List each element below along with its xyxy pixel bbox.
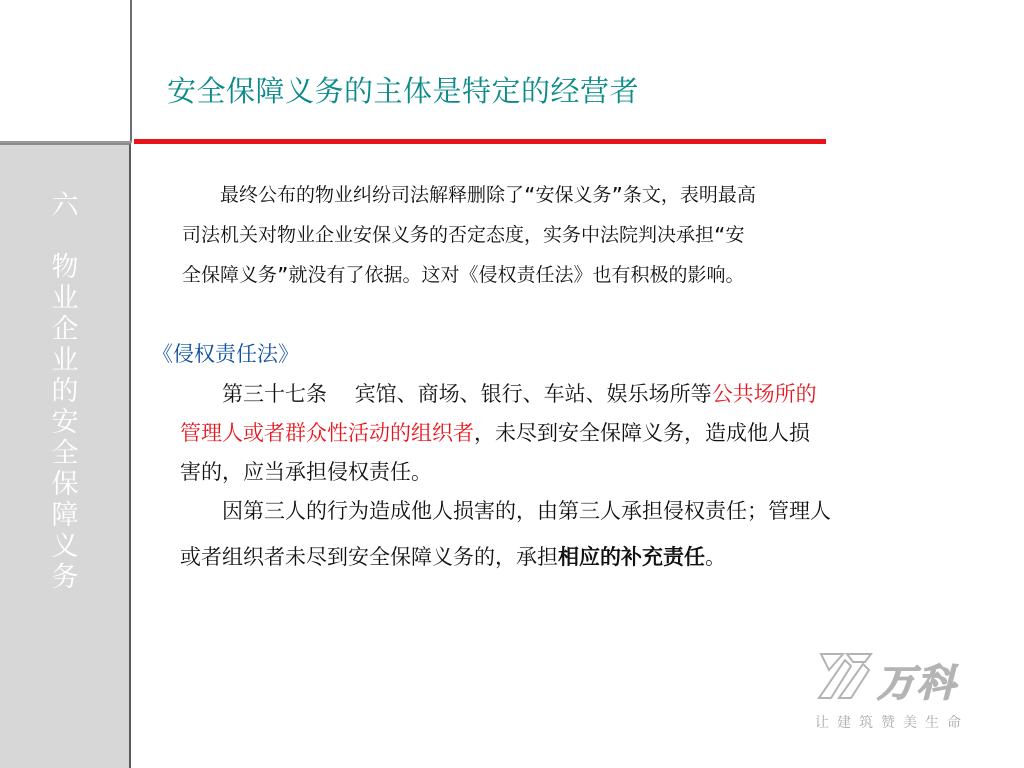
vanke-emblem-icon [817, 650, 873, 702]
law-line: 因第三人的行为造成他人损害的，由第三人承担侵权责任；管理人 [180, 499, 831, 523]
sidebar-char: 物 [51, 252, 79, 283]
sidebar-char: 业 [51, 283, 79, 314]
sidebar-char: 全 [51, 438, 79, 469]
sidebar-char: 的 [51, 376, 79, 407]
intro-line: 司法机关对物业企业安保义务的否定态度，实务中法院判决承担“安 [182, 224, 745, 246]
law-highlight: 公共场所的 [711, 382, 817, 406]
intro-line: 最终公布的物业纠纷司法解释删除了“安保义务”条文，表明最高 [182, 184, 756, 206]
vanke-logo [815, 650, 995, 740]
sidebar-char: 务 [51, 562, 79, 593]
sidebar-char: 六 [51, 190, 79, 221]
slide-title: 安全保障义务的主体是特定的经营者 [167, 74, 640, 108]
logo-wordmark: 万科 [877, 661, 958, 705]
law-text: 或者组织者未尽到安全保障义务的，承担 [180, 545, 558, 569]
sidebar-char: 安 [51, 407, 79, 438]
sidebar-char: 障 [51, 500, 79, 531]
law-text: 第三十七条 宾馆、商场、银行、车站、娱乐场所等 [180, 382, 712, 406]
law-line [180, 414, 980, 453]
sidebar-char: 企 [51, 314, 79, 345]
left-vertical-rule [130, 0, 132, 143]
law-bold-text: 相应的补充责任 [558, 544, 705, 569]
title-underline [134, 139, 826, 144]
law-text: 。 [705, 545, 726, 569]
sidebar-char-spacer [43, 221, 87, 252]
law-line [180, 375, 980, 414]
logo-tagline: 让建筑赞美生命 [815, 715, 969, 731]
sidebar-char: 义 [51, 531, 79, 562]
law-highlight: 管理人或者群众性活动的组织者 [180, 421, 474, 445]
intro-paragraph [182, 175, 972, 295]
sidebar-section-label [43, 190, 87, 593]
sidebar-char: 保 [51, 469, 79, 500]
intro-line: 全保障义务”就没有了依据。这对《侵权责任法》也有积极的影响。 [182, 264, 745, 286]
law-line: 害的，应当承担侵权责任。 [180, 460, 432, 484]
law-article-text [180, 375, 980, 577]
law-line [180, 537, 980, 577]
sidebar-char: 业 [51, 345, 79, 376]
law-text: ，未尽到安全保障义务，造成他人损 [474, 421, 810, 445]
law-title: 《侵权责任法》 [152, 342, 299, 366]
